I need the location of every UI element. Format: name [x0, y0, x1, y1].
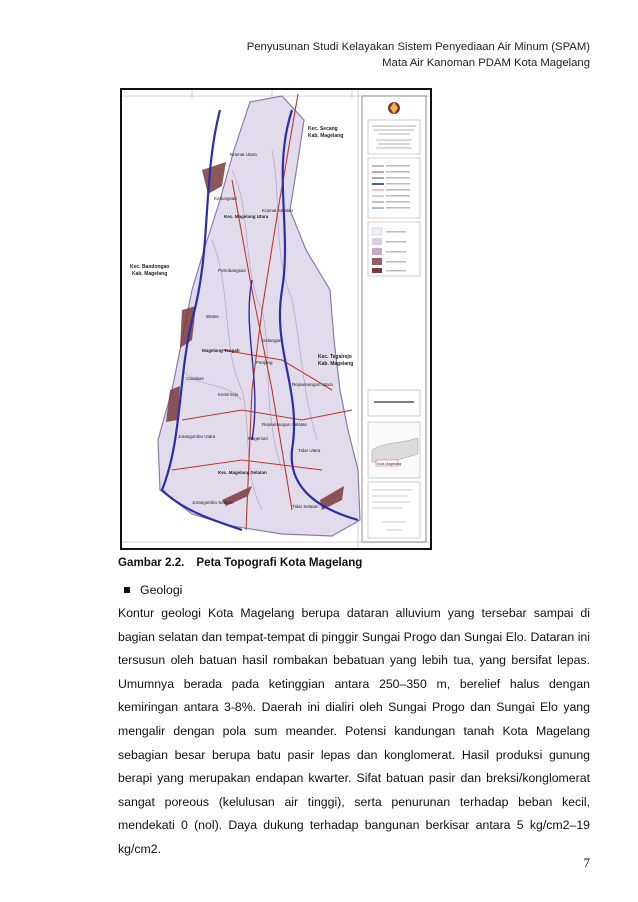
label-kedungsari: Kedungsari: [214, 196, 237, 201]
map-graphic: [122, 90, 430, 548]
label-panjang: Panjang: [256, 360, 273, 365]
label-magelang-utara: Kec. Magelang Utara: [224, 214, 269, 219]
section-heading: [124, 583, 182, 597]
inset-label: Kota Magelang: [377, 462, 402, 466]
label-secang: Kec. Secang: [308, 126, 338, 132]
label-tegalrejo-kab: Kab. Magelang: [318, 361, 354, 367]
header-line-2: Mata Air Kanoman PDAM Kota Magelang: [382, 57, 590, 69]
label-jurangombo-utara: Jurangombo Utara: [178, 434, 216, 439]
label-rejowinangun-selatan: Rejowinangun Selatan: [262, 422, 308, 427]
document-header: [247, 39, 590, 71]
body-paragraph: Kontur geologi Kota Magelang berupa dataran alluvium yang tersebar sampai di bagian selatan dan tempat-tempat di pinggir Sungai Progo dan Sungai Elo. Dataran ini tersusun oleh batuan hasil rombakan bebatuan yang lebih tua, yang bersifat lepas. Umumnya berada pada ketinggian antara 250–350 m, berelief halus dengan kemiringan antara 3-8%. Daerah ini dialiri oleh Sungai Progo dan Sungai Elo yang mengalir dengan pola sum meander. Potensi kandungan tanah Kota Magelang sebagian besar berupa batu pasir lepas dan konglomerat. Hasil produksi gunung berapi yang merupakan endapan kwarter. Sifat batuan pasir dan breksi/konglomerat sangat poreous (kelulusan air tinggi), serta penurunan terhadap beban kecil, mendekati 0 (nol). Daya dukung terhadap bangunan berkisar antara 5 kg/cm2–19 kg/cm2.: [118, 606, 590, 856]
square-bullet-icon: [124, 587, 130, 593]
label-secang-kab: Kab. Magelang: [308, 133, 344, 139]
label-kramat-selatan: Kramat Selatan: [262, 208, 294, 213]
label-bandongan: Kec. Bandongan: [130, 264, 170, 270]
caption-title: Peta Topografi Kota Magelang: [196, 556, 363, 569]
label-magersari: Magersari: [248, 436, 269, 441]
map-legend-panel: [362, 96, 426, 542]
label-rejowinangun-utara: Rejowinangun Utara: [292, 382, 333, 387]
label-cacaban: Cacaban: [186, 376, 205, 381]
label-gelangan: Gelangan: [262, 338, 282, 343]
label-tegalrejo: Kec. Tegalrejo: [318, 354, 352, 360]
figure-caption: [118, 556, 362, 569]
header-line-1: Penyusunan Studi Kelayakan Sistem Penyediaan Air Minum (SPAM): [246, 41, 590, 53]
section-title: Geologi: [140, 583, 183, 597]
label-wates: Wates: [206, 314, 219, 319]
label-magelang-selatan: Kec. Magelang Selatan: [218, 470, 267, 475]
label-jurangombo-selatan: Jurangombo Selatan: [192, 500, 234, 505]
label-kramat-utara: Kramat Utara: [230, 152, 257, 157]
caption-number: Gambar 2.2.: [118, 556, 185, 569]
label-tidar-utara: Tidar Utara: [298, 448, 321, 453]
label-potrobangsan: Potrobangsan: [218, 268, 247, 273]
label-kemirirejo: Kemirirejo: [218, 392, 239, 397]
page-number: 7: [583, 855, 590, 870]
label-magelang-tengah: Magelang Tengah: [202, 348, 240, 353]
label-tidar-selatan: Tidar Selatan: [292, 504, 319, 509]
topographic-map: [120, 88, 432, 550]
label-bandongan-kab: Kab. Magelang: [132, 271, 168, 277]
